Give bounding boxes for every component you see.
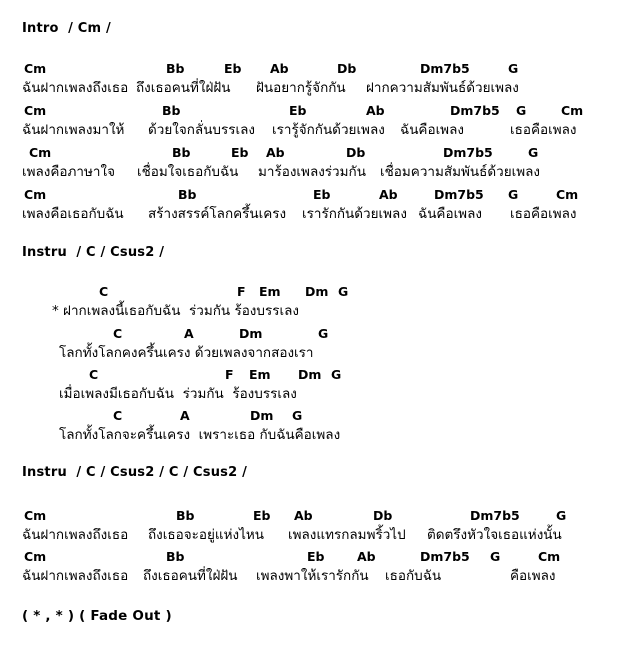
chord-token: Dm7b5 — [443, 145, 493, 160]
lyric-phrase: เพลงคือภาษาใจ — [22, 164, 115, 180]
chord-token: Bb — [172, 145, 191, 160]
lyric-phrase: ฉันฝากเพลงมาให้ — [22, 122, 125, 138]
chord-token: Cm — [556, 187, 579, 202]
chord-token: Bb — [166, 549, 185, 564]
lyric-phrase: สร้างสรรค์โลกครึ้นเครง — [148, 206, 287, 222]
lyric-phrase: เพลงคือเธอกับฉัน — [22, 206, 124, 222]
chord-token: Eb — [253, 508, 271, 523]
chord-token: Ab — [357, 549, 376, 564]
chord-token: Em — [259, 284, 281, 299]
chord-token: Eb — [307, 549, 325, 564]
section-heading-instru-1: Instru / C / Csus2 / — [22, 245, 165, 260]
chord-token: A — [180, 408, 190, 423]
lyric-phrase: เรารักกันด้วยเพลง — [302, 206, 407, 222]
chord-token: G — [528, 145, 539, 160]
chord-token: F — [225, 367, 234, 382]
chord-token: Cm — [24, 61, 47, 76]
chord-token: G — [292, 408, 303, 423]
lyric-phrase: เพลงแทรกลมพริ้วไป — [288, 527, 406, 543]
chord-token: Eb — [289, 103, 307, 118]
chord-token: Cm — [24, 508, 47, 523]
lyric-phrase: เธอคือเพลง — [510, 122, 577, 138]
chord-token: G — [556, 508, 567, 523]
chord-token: Bb — [178, 187, 197, 202]
chord-token: Bb — [176, 508, 195, 523]
chord-token: Dm7b5 — [450, 103, 500, 118]
chord-token: Db — [373, 508, 393, 523]
chord-token: Ab — [379, 187, 398, 202]
chord-token: Eb — [313, 187, 331, 202]
lyric-phrase: มาร้องเพลงร่วมกัน — [258, 164, 366, 180]
chord-token: Dm7b5 — [420, 61, 470, 76]
chord-token: C — [113, 408, 123, 423]
lyric-phrase: เธอกับฉัน — [385, 568, 442, 584]
lyric-phrase: เรารู้จักกันด้วยเพลง — [272, 122, 385, 138]
chord-token: Db — [337, 61, 357, 76]
lyric-phrase: ฉันคือเพลง — [418, 206, 482, 222]
chord-token: Ab — [270, 61, 289, 76]
lyric-phrase: ฝากความสัมพันธ์ด้วยเพลง — [366, 80, 519, 96]
chord-token: A — [184, 326, 194, 341]
chord-token: Dm — [298, 367, 322, 382]
chord-token: G — [490, 549, 501, 564]
chord-token: Bb — [162, 103, 181, 118]
section-heading-instru-2: Instru / C / Csus2 / C / Csus2 / — [22, 465, 248, 480]
lyric-phrase: ถึงเธอคนที่ใฝ่ฝัน — [136, 80, 231, 96]
chord-token: Dm — [305, 284, 329, 299]
chord-token: Cm — [561, 103, 584, 118]
chord-token: Ab — [366, 103, 385, 118]
chord-token: Em — [249, 367, 271, 382]
chord-token: Dm7b5 — [434, 187, 484, 202]
chord-token: Dm — [250, 408, 274, 423]
chord-token: G — [338, 284, 349, 299]
chord-token: Cm — [29, 145, 52, 160]
section-heading-intro: Intro / Cm / — [22, 21, 111, 36]
chord-token: G — [508, 61, 519, 76]
lyric-phrase: ฉันฝากเพลงถึงเธอ — [22, 80, 129, 96]
chord-token: Cm — [24, 103, 47, 118]
lyric-phrase: เมื่อเพลงมีเธอกับฉัน ร่วมกัน ร้องบรรเลง — [59, 386, 297, 402]
lyric-phrase: เธอคือเพลง — [510, 206, 577, 222]
chord-token: Db — [346, 145, 366, 160]
chord-token: Ab — [266, 145, 285, 160]
lyric-phrase: ถึงเธอคนที่ใฝ่ฝัน — [143, 568, 238, 584]
chord-token: C — [99, 284, 109, 299]
chord-token: Cm — [24, 549, 47, 564]
chord-token: Dm7b5 — [420, 549, 470, 564]
chord-token: G — [318, 326, 329, 341]
lyric-phrase: ฉันคือเพลง — [400, 122, 464, 138]
chord-token: G — [331, 367, 342, 382]
chord-token: C — [89, 367, 99, 382]
lyric-phrase: เชื่อมใจเธอกับฉัน — [137, 164, 239, 180]
lyric-phrase: ถึงเธอจะอยู่แห่งไหน — [148, 527, 265, 543]
lyric-phrase: เชื่อมความสัมพันธ์ด้วยเพลง — [380, 164, 541, 180]
chord-token: G — [508, 187, 519, 202]
chord-token: C — [113, 326, 123, 341]
lyric-phrase: ฉันฝากเพลงถึงเธอ — [22, 568, 129, 584]
chord-token: Cm — [24, 187, 47, 202]
lyric-phrase: โลกทั้งโลกคงครึ้นเครง ด้วยเพลงจากสองเรา — [59, 345, 314, 361]
chord-token: Dm7b5 — [470, 508, 520, 523]
lyric-phrase: ติดตรึงหัวใจเธอแห่งนั้น — [427, 527, 562, 543]
chord-token: Cm — [538, 549, 561, 564]
ending-instruction: ( * , * ) ( Fade Out ) — [22, 608, 172, 624]
lyric-phrase: * ฝากเพลงนี้เธอกับฉัน ร่วมกัน ร้องบรรเลง — [52, 303, 299, 319]
lyric-phrase: ด้วยใจกลั่นบรรเลง — [148, 122, 255, 138]
chord-token: Eb — [224, 61, 242, 76]
lyric-line — [0, 429, 620, 470]
lyric-phrase: โลกทั้งโลกจะครึ้นเครง เพราะเธอ กับฉันคือเพลง — [59, 427, 341, 443]
chord-token: Ab — [294, 508, 313, 523]
chord-token: Bb — [166, 61, 185, 76]
chord-token: Dm — [239, 326, 263, 341]
lyric-phrase: เพลงพาให้เรารักกัน — [256, 568, 369, 584]
lyric-phrase: ฝันอยากรู้จักกัน — [256, 80, 346, 96]
chord-token: F — [237, 284, 246, 299]
chord-token: G — [516, 103, 527, 118]
chord-token: Eb — [231, 145, 249, 160]
lyric-phrase: ฉันฝากเพลงถึงเธอ — [22, 527, 129, 543]
lyric-phrase: คือเพลง — [510, 568, 556, 584]
